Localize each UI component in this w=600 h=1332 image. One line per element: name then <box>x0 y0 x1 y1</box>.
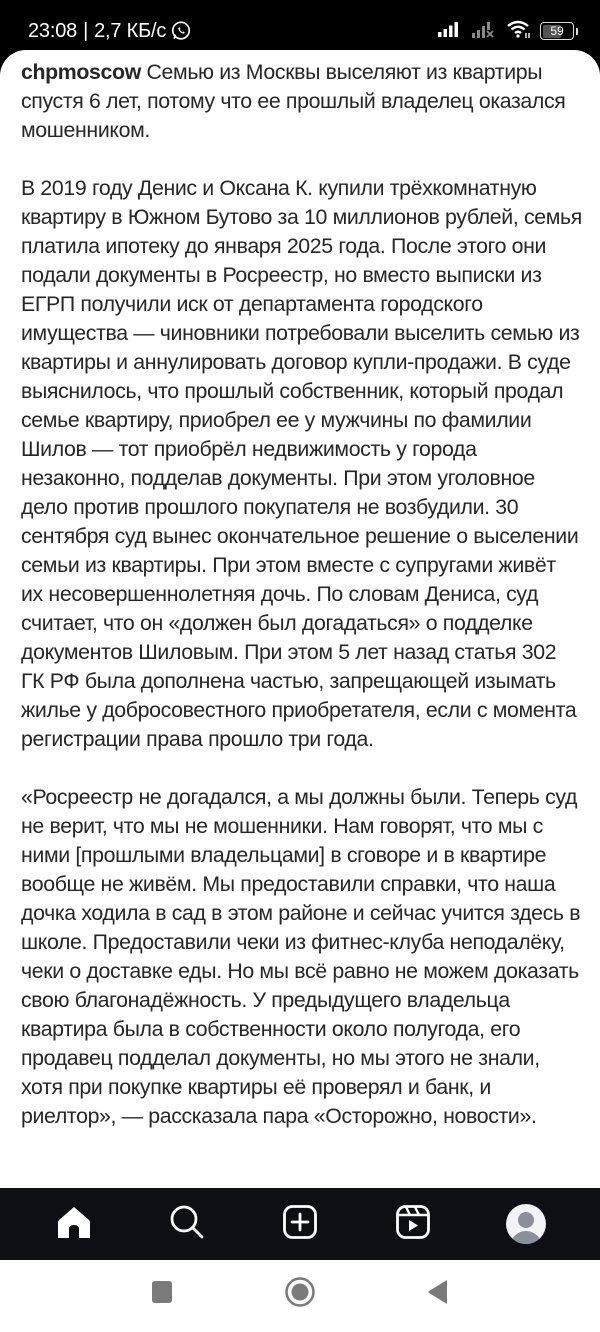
caption-paragraph-1 <box>21 58 582 145</box>
bottom-tab-bar <box>0 1188 600 1260</box>
signal-sim1-icon <box>438 21 464 42</box>
caption-paragraph-3: «Росреестр не догадался, а мы должны были. Теперь суд не верит, что мы не мошенники. Нам говорят, что мы с ними [прошлыми владельцами] в сговоре и в квартире вообще не живём. Мы предоставили справки, что наша дочка ходила в сад в этом районе и сейчас учится здесь в школе. Предоставили чеки из фитнес-клуба неподалёку, чеки о доставке еды. Но мы всё равно не можем доказать свою благонадёжность. У предыдущего владельца квартира была в собственности около полугода, его продавец подделал документы, но мы этого не знали, хотя при покупке квартиры её проверял и банк, и риелтор», — рассказала пара «Осторожно, новости». <box>21 785 581 1128</box>
avatar <box>506 1204 546 1244</box>
reels-icon <box>396 1205 430 1244</box>
network-speed: 2,7 КБ/с <box>94 19 167 42</box>
caption-paragraph-2: В 2019 году Денис и Оксана К. купили трёхкомнатную квартиру в Южном Бутово за 10 миллионов рублей, семья платила ипотеку до января 2025 года. После этого они подали документы в Росреестр, но вместо выписки из ЕГРП получили иск от департамента городского имущества — чиновники потребовали выселить семью из квартиры и аннулировать договор купли-продажи. В суде выяснилось, что прошлый собственник, который продал семье квартиру, приобрел ее у мужчины по фамилии Шилов — тот приобрёл недвижимость у города незаконно, подделав документы. При этом уголовное дело против прошлого покупателя не возбудили. 30 сентября суд вынес окончательное решение о выселении семьи из квартиры. При этом вместе с супругами живёт их несовершеннолетняя дочь. По словам Дениса, суд считает, что он «должен был догадаться» о подделке документов Шиловым. При этом 5 лет назад статья 302 ГК РФ была дополнена частью, запрещающей изымать жилье у добросовестного приобретателя, если с момента регистрации права прошло три года. <box>21 176 582 751</box>
home-icon <box>56 1205 92 1244</box>
battery-nub <box>576 28 578 35</box>
whatsapp-icon <box>170 20 192 42</box>
tab-search[interactable] <box>157 1194 217 1254</box>
battery-level: 59 <box>550 24 564 38</box>
recents-button[interactable] <box>146 1278 178 1310</box>
home-nav-button[interactable] <box>284 1278 316 1310</box>
caption-text: Семью из Москвы выселяют из квартиры спустя 6 лет, потому что ее прошлый владелец оказался мошенником. <box>21 60 566 142</box>
tab-profile[interactable] <box>496 1194 556 1254</box>
status-left <box>28 20 192 43</box>
tab-home[interactable] <box>44 1194 104 1254</box>
status-right <box>438 19 578 44</box>
signal-sim2-no-service-icon <box>472 20 498 43</box>
username-link[interactable]: chpmoscow <box>21 60 141 84</box>
tab-create[interactable] <box>270 1194 330 1254</box>
plus-square-icon <box>283 1205 317 1244</box>
caption-sheet[interactable] <box>0 50 600 1188</box>
back-triangle-icon <box>427 1278 449 1311</box>
tab-reels[interactable] <box>383 1194 443 1254</box>
search-icon <box>169 1204 205 1245</box>
battery-icon <box>540 22 574 40</box>
post-caption <box>0 50 600 1131</box>
status-bar <box>0 0 600 52</box>
wifi-icon <box>506 19 532 44</box>
clock: 23:08 <box>28 19 78 42</box>
status-separator: | <box>83 19 89 42</box>
home-circle-icon <box>284 1276 316 1313</box>
recents-square-icon <box>151 1280 173 1309</box>
back-button[interactable] <box>422 1278 454 1310</box>
system-navigation-bar <box>0 1260 600 1332</box>
